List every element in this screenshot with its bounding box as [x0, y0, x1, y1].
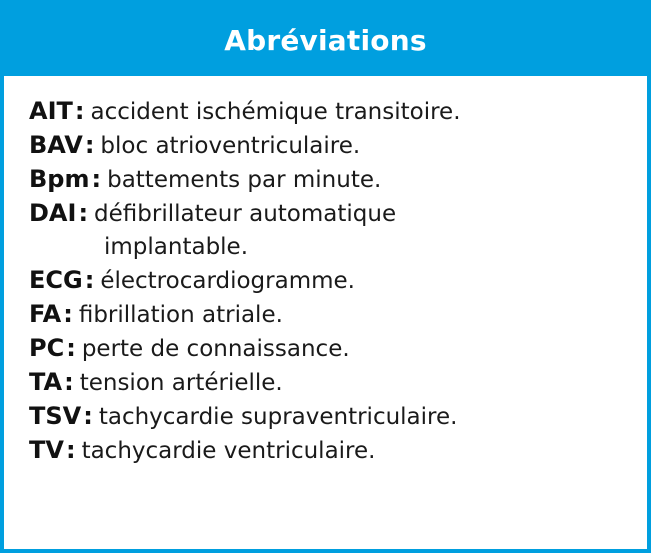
- abbreviation-term: DAI: [29, 199, 77, 227]
- abbreviation-colon: :: [91, 165, 102, 193]
- abbreviation-colon: :: [83, 402, 93, 430]
- abbreviation-item-ait: [29, 95, 637, 129]
- abbreviation-term: TA: [29, 368, 63, 396]
- abbreviation-definition: fibrillation atriale.: [78, 302, 283, 328]
- abbreviation-item-dai: [29, 197, 637, 264]
- abbreviation-item-bpm: [29, 163, 637, 197]
- abbreviation-colon: :: [84, 266, 95, 294]
- abbreviation-item-fa: [29, 298, 637, 332]
- abbreviation-definition: tachycardie supraventriculaire.: [98, 404, 458, 430]
- abbreviation-colon: :: [66, 334, 76, 362]
- abbreviation-term: AIT: [29, 97, 73, 125]
- abbreviation-item-bav: [29, 129, 637, 163]
- abbreviation-definition: battements par minute.: [107, 167, 382, 193]
- abbreviation-definition: perte de connaissance.: [81, 336, 350, 362]
- abbreviation-term: Bpm: [29, 165, 90, 193]
- abbreviation-list: [29, 95, 637, 468]
- abbreviation-definition: électrocardiogramme.: [100, 268, 355, 294]
- abbreviation-colon: :: [84, 131, 95, 159]
- abbreviation-definition: défibrillateur automatique: [94, 201, 397, 227]
- abbreviation-colon: :: [78, 199, 89, 227]
- abbreviation-item-tsv: [29, 400, 637, 434]
- abbreviation-definition: bloc atrioventriculaire.: [100, 133, 361, 159]
- abbreviation-item-tv: [29, 434, 637, 468]
- abbreviation-colon: :: [74, 97, 85, 125]
- abbreviation-item-pc: [29, 332, 637, 366]
- abbreviation-term: BAV: [29, 131, 83, 159]
- abbreviation-definition-continued: implantable.: [104, 234, 249, 260]
- panel-title: Abréviations: [224, 23, 427, 57]
- abbreviation-colon: :: [64, 368, 74, 396]
- abbreviation-item-ta: [29, 366, 637, 400]
- panel-header: [4, 4, 647, 76]
- abbreviation-term: FA: [29, 300, 62, 328]
- abbreviation-item-ecg: [29, 264, 637, 298]
- abbreviation-term: PC: [29, 334, 65, 362]
- abbreviation-definition: tachycardie ventriculaire.: [81, 438, 376, 464]
- abbreviation-definition: accident ischémique transitoire.: [90, 99, 461, 125]
- abbreviation-term: TV: [29, 436, 64, 464]
- abbreviation-colon: :: [65, 436, 76, 464]
- abbreviation-term: ECG: [29, 266, 83, 294]
- abbreviation-term: TSV: [29, 402, 82, 430]
- abbreviation-definition: tension artérielle.: [79, 370, 283, 396]
- abbreviation-colon: :: [63, 300, 73, 328]
